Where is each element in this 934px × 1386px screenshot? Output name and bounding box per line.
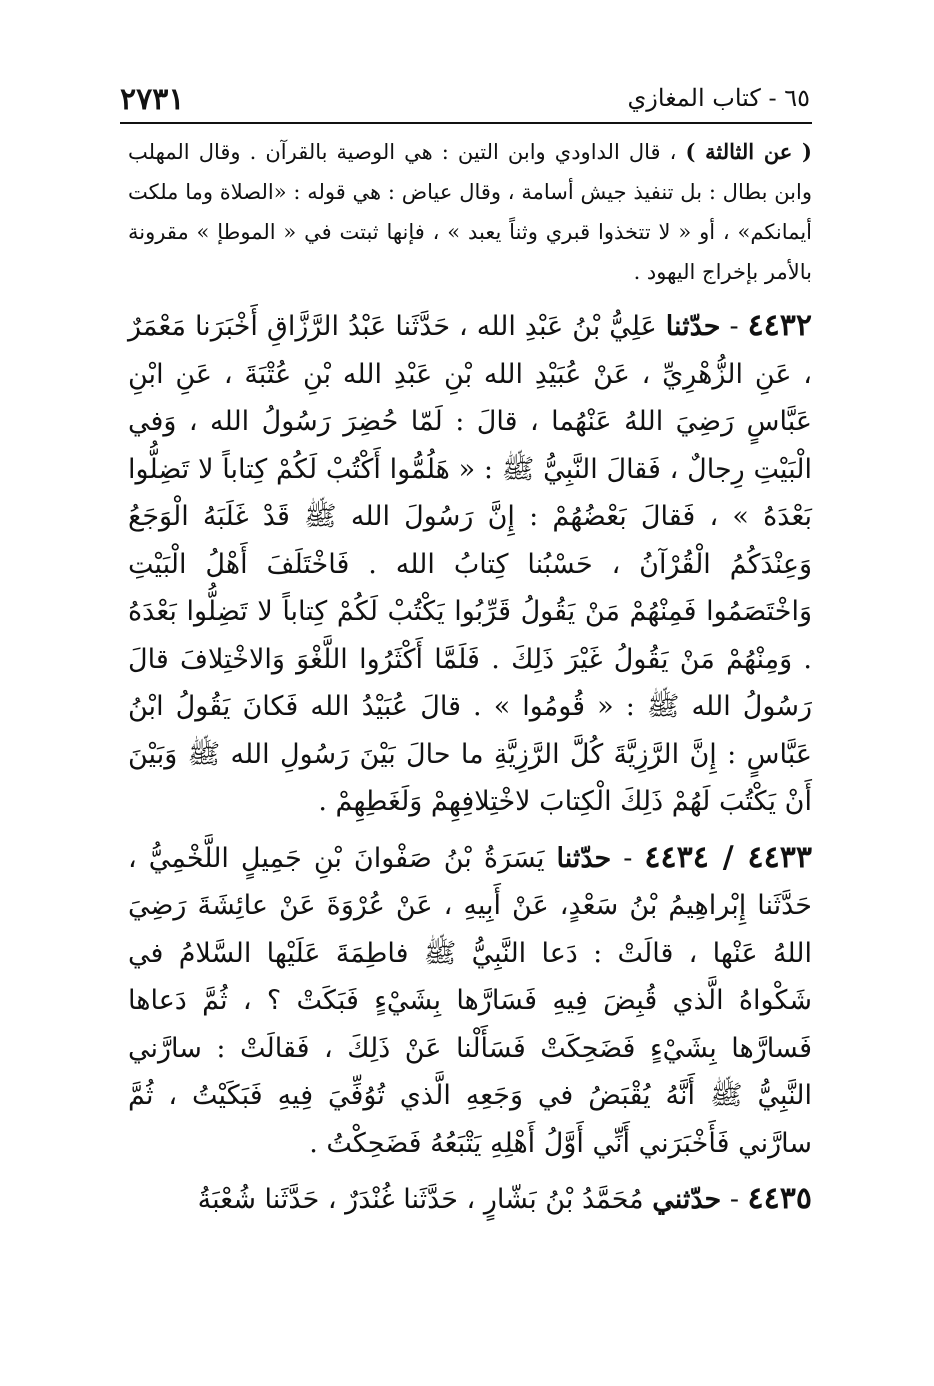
hadith-intro: حدّثنا <box>556 842 612 874</box>
chapter-title: ٦٥ - كتاب المغازي <box>627 84 810 112</box>
hadith-4433-4434: ٤٤٣٣ / ٤٤٣٤ - حدّثنا يَسَرَةُ بْنُ صَفْوانَ بْنِ جَمِيلٍ اللَّخْمِيُّ ، حَدَّثَنا إِبْراهِيمُ بْنُ سَعْدٍ، عَنْ أَبِيهِ ، عَنْ عُرْوَةَ عَنْ عائِشَةَ رَضِيَ اللهُ عَنْها ، قالَتْ : دَعا النَّبِيُّ ﷺ فاطِمَةَ عَلَيْها السَّلامُ في شَكْواهُ الَّذي قُبِضَ فِيهِ فَسَارَّها بِشَيْءٍ فَبَكَتْ ؟ ، ثُمَّ دَعاها فَسارَّها بِشَيْءٍ فَضَحِكَتْ فَسَأَلْنا عَنْ ذَلِكَ ، فَقالَتْ : سارَّني النَّبِيُّ ﷺ أَنَّهُ يُقْبَضُ في وَجَعِهِ الَّذي تُوُفِّيَ فِيهِ فَبَكَيْتُ ، ثُمَّ سارَّني فَأَخْبَرَني أَنِّي أَوَّلُ أَهْلِهِ يَتْبَعُهُ فَضَحِكْتُ . <box>128 839 812 1159</box>
page-content <box>128 132 812 1232</box>
hadith-intro: حدّثنا <box>665 311 721 342</box>
hadith-number: ٤٤٣٣ / ٤٤٣٤ <box>644 839 812 875</box>
page-number: ٢٧٣١ <box>120 82 185 117</box>
hadith-text: يَسَرَةُ بْنُ صَفْوانَ بْنِ جَمِيلٍ اللَّخْمِيُّ ، حَدَّثَنا إِبْراهِيمُ بْنُ سَعْدٍ، عَنْ أَبِيهِ ، عَنْ عُرْوَةَ عَنْ عائِشَةَ رَضِيَ اللهُ عَنْها ، قالَتْ : دَعا النَّبِيُّ ﷺ فاطِمَةَ عَلَيْها السَّلامُ في شَكْواهُ الَّذي قُبِضَ فِيهِ فَسَارَّها بِشَيْءٍ فَبَكَتْ ؟ ، ثُمَّ دَعاها فَسارَّها بِشَيْءٍ فَضَحِكَتْ فَسَأَلْنا عَنْ ذَلِكَ ، فَقالَتْ : سارَّني النَّبِيُّ ﷺ أَنَّهُ يُقْبَضُ في وَجَعِهِ الَّذي تُوُفِّيَ فِيهِ فَبَكَيْتُ ، ثُمَّ سارَّني فَأَخْبَرَني أَنِّي أَوَّلُ أَهْلِهِ يَتْبَعُهُ فَضَحِكْتُ . <box>128 842 812 1159</box>
hadith-intro: حدّثني <box>652 1184 722 1215</box>
hadith-text: مُحَمَّدُ بْنُ بَشّارٍ ، حَدَّثَنا غُنْدَرٌ ، حَدَّثَنا شُعْبَةُ <box>197 1184 644 1215</box>
note-bold-start: ( عن الثالثة ) <box>685 139 812 164</box>
note-text: ، قال الداودي وابن التين : هي الوصية بالقرآن . وقال المهلب وابن بطال : بل تنفيذ جيش أسامة ، وقال عياض : هي قوله : «الصلاة وما ملكت أيمانكم» ، أو « لا تتخذوا قبري وثناً يعبد » ، فإنها ثبتت في « الموطإ » مقرونة بالأمر بإخراج اليهود . <box>128 140 812 284</box>
hadith-number: ٤٤٣٥ <box>747 1181 812 1216</box>
hadith-4435: ٤٤٣٥ - حدّثني مُحَمَّدُ بْنُ بَشّارٍ ، حَدَّثَنا غُنْدَرٌ ، حَدَّثَنا شُعْبَةُ <box>197 1181 812 1216</box>
hadith-number: ٤٤٣٢ <box>747 308 813 343</box>
hadith-text: عَلِيُّ بْنُ عَبْدِ الله ، حَدَّثَنا عَبْدُ الرَّزَّاقِ أَخْبَرَنا مَعْمَرٌ ، عَنِ الزُّهْرِيِّ ، عَنْ عُبَيْدِ الله بْنِ عَبْدِ الله بْنِ عُتْبَةَ ، عَنِ ابْنِ عَبَّاسٍ رَضِيَ اللهُ عَنْهُما ، قالَ : لَمّا حُضِرَ رَسُولُ الله ، وَفي الْبَيْتِ رِجالٌ ، فَقالَ النَّبِيُّ ﷺ : « هَلُمُّوا أَكْتُبْ لَكُمْ كِتاباً لا تَضِلُّوا بَعْدَهُ » ، فَقالَ بَعْضُهُمْ : إِنَّ رَسُولَ الله ﷺ قَدْ غَلَبَهُ الْوَجَعُ وَعِنْدَكُمُ الْقُرْآنُ ، حَسْبُنا كِتابُ الله . فَاخْتَلَفَ أَهْلُ الْبَيْتِ وَاخْتَصَمُوا فَمِنْهُمْ مَنْ يَقُولُ قَرِّبُوا يَكْتُبْ لَكُمْ كِتاباً لا تَضِلُّوا بَعْدَهُ . وَمِنْهُمْ مَنْ يَقُولُ غَيْرَ ذَلِكَ . فَلَمَّا أَكْثَرُوا اللَّغْوَ وَالاخْتِلافَ قالَ رَسُولُ الله ﷺ : « قُومُوا » . قالَ عُبَيْدُ الله فَكانَ يَقُولُ ابْنُ عَبَّاسٍ : إِنَّ الرَّزِيَّةَ كُلَّ الرَّزِيَّةِ ما حالَ بَيْنَ رَسُولِ الله ﷺ وَبَيْنَ أَنْ يَكْتُبَ لَهُمْ ذَلِكَ الْكِتابَ لاخْتِلافِهِمْ وَلَغَطِهِمْ . <box>128 311 812 817</box>
header-divider <box>120 122 812 124</box>
hadith-4432: ٤٤٣٢ - حدّثنا عَلِيُّ بْنُ عَبْدِ الله ، حَدَّثَنا عَبْدُ الرَّزَّاقِ أَخْبَرَنا مَعْمَرٌ ، عَنِ الزُّهْرِيِّ ، عَنْ عُبَيْدِ الله بْنِ عَبْدِ الله بْنِ عُتْبَةَ ، عَنِ ابْنِ عَبَّاسٍ رَضِيَ اللهُ عَنْهُما ، قالَ : لَمّا حُضِرَ رَسُولُ الله ، وَفي الْبَيْتِ رِجالٌ ، فَقالَ النَّبِيُّ ﷺ : « هَلُمُّوا أَكْتُبْ لَكُمْ كِتاباً لا تَضِلُّوا بَعْدَهُ » ، فَقالَ بَعْضُهُمْ : إِنَّ رَسُولَ الله ﷺ قَدْ غَلَبَهُ الْوَجَعُ وَعِنْدَكُمُ الْقُرْآنُ ، حَسْبُنا كِتابُ الله . فَاخْتَلَفَ أَهْلُ الْبَيْتِ وَاخْتَصَمُوا فَمِنْهُمْ مَنْ يَقُولُ قَرِّبُوا يَكْتُبْ لَكُمْ كِتاباً لا تَضِلُّوا بَعْدَهُ . وَمِنْهُمْ مَنْ يَقُولُ غَيْرَ ذَلِكَ . فَلَمَّا أَكْثَرُوا اللَّغْوَ وَالاخْتِلافَ قالَ رَسُولُ الله ﷺ : « قُومُوا » . قالَ عُبَيْدُ الله فَكانَ يَقُولُ ابْنُ عَبَّاسٍ : إِنَّ الرَّزِيَّةَ كُلَّ الرَّزِيَّةِ ما حالَ بَيْنَ رَسُولِ الله ﷺ وَبَيْنَ أَنْ يَكْتُبَ لَهُمْ ذَلِكَ الْكِتابَ لاخْتِلافِهِمْ وَلَغَطِهِمْ . <box>128 308 813 817</box>
commentary-note <box>128 132 812 292</box>
page-header <box>120 80 810 120</box>
